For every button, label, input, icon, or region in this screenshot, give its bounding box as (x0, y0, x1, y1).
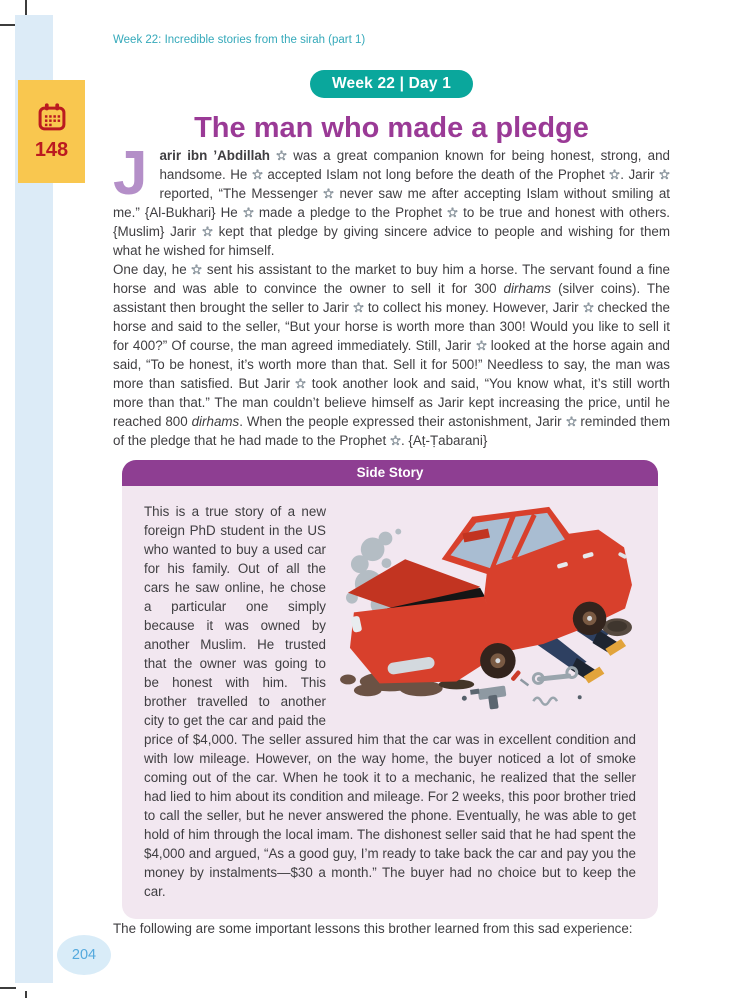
honorific-ra-icon (191, 264, 202, 275)
honorific-ra-icon (659, 169, 670, 180)
crop-mark (0, 987, 16, 989)
side-story-text: This is a true story of a new foreign PhD student in the US who wanted to buy a used car for his family. Out of all the cars he saw online, he chose a particular one simply because it was owned by another Muslim. He trusted that the owner was going to be honest with him. This brother travelled to another city to get the car and paid the price of $4,000. The seller assured him that the car was in excellent condition and with low mileage. However, on the way home, the buyer noticed a lot of smoke coming out of the car. When he took it to a mechanic, he realized that the seller had lied to him about its condition and mileage. For 2 weeks, this poor brother tried to call the seller, but he never answered the phone. Eventually, he was able to get hold of him through the local imam. The dishonest seller said that he had spent the $4,000 and argued, “As a good guy, I’m ready to take back the car and pay you the money by instalments—$30 a month.” The buyer had no choice but to keep the car. (144, 504, 636, 899)
spring-part (533, 698, 557, 705)
honorific-saw-icon (447, 207, 458, 218)
honorific-ra-icon (353, 302, 364, 313)
intro-paragraph (113, 139, 671, 260)
intro-text: arir ibn ’Abdillah was a great companion known for being honest, strong, and handsome. He accepted Islam not long before the death of the Prophet . Jarir reported, “The Messenger never saw me after accepting Islam without smiling at me.” {Al-Bukhari} He made a pledge to the Prophet to be true and honest with others. {Muslim} Jarir kept that pledge by giving sincere advice to people and wishing for them what he wished for himself. (113, 148, 671, 258)
honorific-ra-icon (566, 416, 577, 427)
bolt (578, 695, 582, 699)
bolt (462, 696, 467, 701)
honorific-ra-icon (295, 378, 306, 389)
week-number: 148 (34, 138, 69, 161)
week-day-badge: Week 22 | Day 1 (310, 70, 473, 98)
story-paragraph: One day, he sent his assistant to the market to buy him a horse. The servant found a fine horse and was able to convince the owner to sell it for 300 dirhams (silver coins). The assistant then brought the seller to Jarir to collect his money. However, Jarir checked the horse and said to the seller, “But your horse is worth more than 300! Would you like to sell it for 400?” Of course, the man agreed immediately. Still, Jarir looked at the horse again and said, “To be honest, it’s worth more than that. Sell it for 500!” Needless to say, the man was more than satisfied. But Jarir took another look and said, “You know what, it’s still worth more than that.” The man couldn’t believe himself as Jarir kept increasing the price, until he reached 800 dirhams. When the people expressed their astonishment, Jarir reminded them of the pledge that he had made to the Prophet . {Aṭ-Ṭabarani} (113, 262, 671, 448)
page-title: The man who made a pledge (194, 112, 589, 144)
honorific-ra-icon (252, 169, 263, 180)
broken-car-illustration (340, 502, 636, 719)
honorific-ra-icon (243, 207, 254, 218)
side-story-box (122, 460, 658, 919)
honorific-saw-icon (609, 169, 620, 180)
wrench-tool (533, 668, 576, 684)
side-story-header: Side Story (122, 460, 658, 486)
page-content (113, 34, 670, 938)
drill-tool (470, 686, 506, 710)
honorific-saw-icon (323, 188, 334, 199)
screwdriver-tool (510, 670, 528, 686)
crop-mark (0, 24, 16, 26)
side-story-body (122, 486, 658, 919)
dropcap: J (113, 139, 148, 208)
page-number-badge: 204 (57, 935, 111, 975)
running-head: Week 22: Incredible stories from the sirah (part 1) (113, 34, 366, 46)
honorific-ra-icon (276, 150, 287, 161)
honorific-ra-icon (583, 302, 594, 313)
crop-mark (25, 991, 27, 998)
honorific-ra-icon (202, 226, 213, 237)
rear-wheel (573, 602, 607, 636)
honorific-ra-icon (476, 340, 487, 351)
week-day-badge-row (113, 70, 670, 98)
footer-note: The following are some important lessons this brother learned from this sad experience: (113, 921, 633, 936)
week-tab (18, 80, 85, 183)
calendar-icon (37, 102, 67, 132)
honorific-saw-icon (390, 435, 401, 446)
front-wheel (480, 643, 515, 678)
